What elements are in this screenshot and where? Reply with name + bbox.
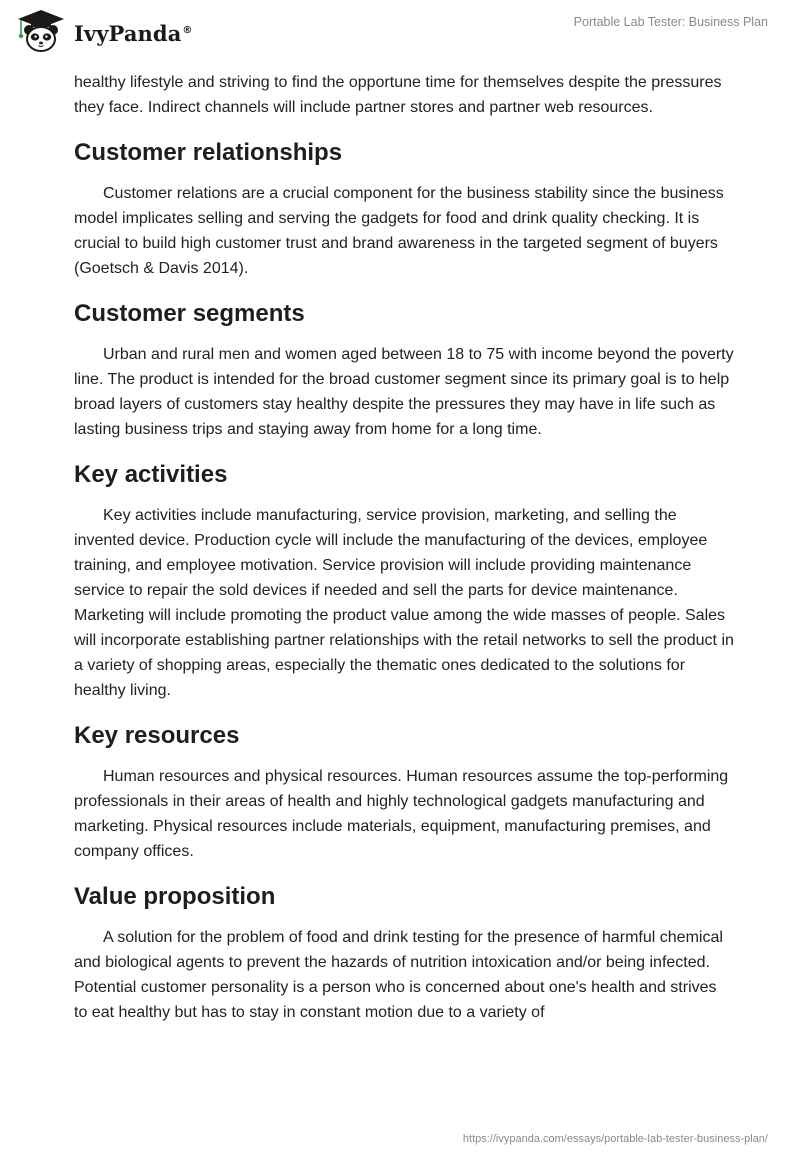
section-heading-customer-relationships: Customer relationships <box>74 139 343 166</box>
intro-paragraph: healthy lifestyle and striving to find the opportune time for themselves despite the pressures they face. Indirect channels will include partner stores and partner web resources. <box>74 74 722 116</box>
section-text-key-activities: Key activities include manufacturing, service provision, marketing, and selling the invented device. Production cycle will include the manufacturing of the devices, employee training, and employee motivation. Service provision will include providing maintenance service to repair the sold devices if needed and sell the parts for device maintenance. Marketing will include promoting the product value among the wide masses of people. Sales will incorporate establishing partner relationships with the retail networks to sell the product in a variety of shopping areas, especially the thematic ones dedicated to the solutions for healthy living. <box>74 507 734 699</box>
logo-text: IvyPanda® <box>74 20 193 46</box>
section-heading-value-proposition: Value proposition <box>74 883 276 910</box>
essay-content <box>74 70 734 1039</box>
panda-graduate-icon <box>14 8 68 54</box>
section-heading-key-activities: Key activities <box>74 461 228 488</box>
document-title: Portable Lab Tester: Business Plan <box>573 15 768 29</box>
section-heading-key-resources: Key resources <box>74 722 240 749</box>
section-text-customer-segments: Urban and rural men and women aged between 18 to 75 with income beyond the poverty line. The product is intended for the broad customer segment since its primary goal is to help broad layers of customers stay healthy despite the pressures they may have in life such as lasting business trips and staying away from home for a long time. <box>74 346 734 438</box>
section-text-key-resources: Human resources and physical resources. Human resources assume the top-performing professionals in their areas of health and highly technological gadgets manufacturing and marketing. Physical resources include materials, equipment, manufacturing premises, and company offices. <box>74 768 729 860</box>
footer-url[interactable]: https://ivypanda.com/essays/portable-lab-tester-business-plan/ <box>462 1133 768 1145</box>
section-text-value-proposition: A solution for the problem of food and drink testing for the presence of harmful chemical and biological agents to prevent the hazards of nutrition intoxication and/or being infected. Potential customer personality is a person who is concerned about one's health and strives to eat healthy but has to stay in constant motion due to a variety of <box>74 929 723 1021</box>
registered-mark: ® <box>182 24 193 36</box>
ivypanda-logo[interactable] <box>14 8 193 54</box>
section-text-customer-relationships: Customer relations are a crucial component for the business stability since the business model implicates selling and serving the gadgets for food and drink quality checking. It is crucial to build high customer trust and brand awareness in the targeted segment of buyers (Goetsch & Davis 2014). <box>74 185 724 277</box>
page-header <box>0 0 800 70</box>
section-heading-customer-segments: Customer segments <box>74 300 305 327</box>
